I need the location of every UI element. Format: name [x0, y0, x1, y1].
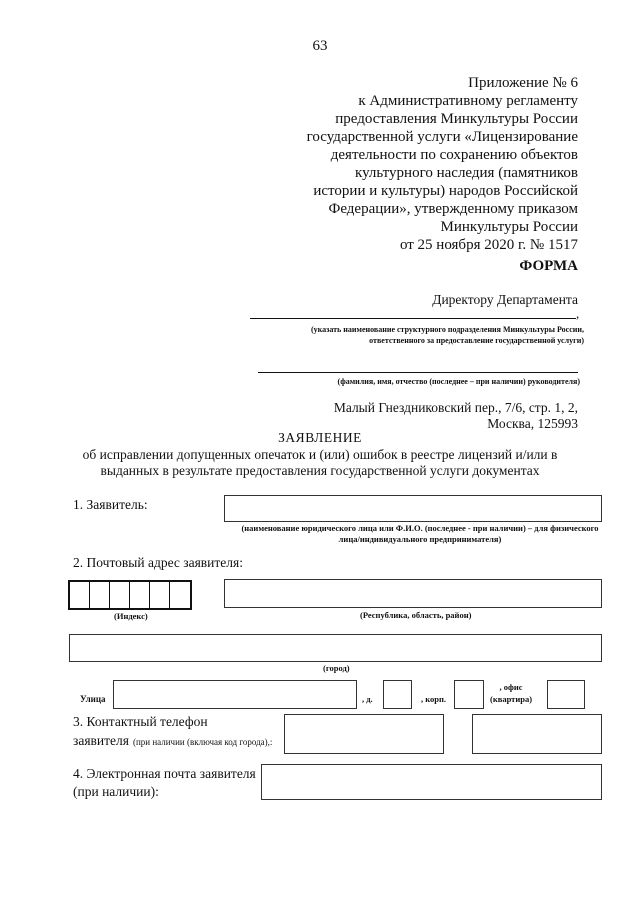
- ministry-address: [334, 400, 578, 432]
- office-field[interactable]: [547, 680, 585, 709]
- region-hint: (Республика, область, район): [360, 610, 472, 620]
- city-hint: (город): [323, 663, 350, 673]
- subtitle-line: об исправлении допущенных опечаток и (или) ошибок в реестре лицензий и/или в: [82, 447, 558, 462]
- index-cell: [70, 582, 90, 610]
- address-line: Москва, 125993: [487, 416, 578, 431]
- department-hint: [311, 324, 584, 346]
- house-field[interactable]: [383, 680, 412, 709]
- city-field[interactable]: [69, 634, 602, 662]
- applicant-hint: [235, 523, 605, 545]
- postal-address-label: 2. Почтовый адрес заявителя:: [73, 555, 243, 570]
- phone-hint: (при наличии (включая код города),:: [132, 737, 273, 747]
- index-cell: [90, 582, 110, 610]
- region-field[interactable]: [224, 579, 602, 608]
- applicant-hint-line: лица/индивидуального предпринимателя): [338, 534, 502, 544]
- office-label: [490, 681, 532, 705]
- appendix-line: Минкультуры России: [440, 219, 578, 235]
- appendix-line: к Административному регламенту: [358, 93, 578, 109]
- department-hint-line: (указать наименование структурного подразделения Минкультуры России,: [310, 325, 584, 334]
- appendix-line: государственной услуги «Лицензирование: [306, 129, 578, 145]
- postal-index-field[interactable]: [68, 580, 192, 610]
- subtitle-line: выданных в результате предоставления государственной услуги документах: [100, 463, 540, 478]
- street-field[interactable]: [113, 680, 357, 709]
- appendix-line: деятельности по сохранению объектов: [330, 147, 578, 163]
- department-comma: ,: [576, 306, 580, 321]
- email-field[interactable]: [261, 764, 602, 800]
- email-label: 4. Электронная почта заявителя: [73, 766, 256, 781]
- appendix-line: Приложение № 6: [468, 75, 578, 91]
- phone-label-2: заявителя: [73, 733, 129, 748]
- recipient-title: Директору Департамента: [432, 292, 578, 307]
- office-label-line: , офис: [499, 682, 523, 692]
- building-label: , корп.: [421, 694, 447, 704]
- page-number: 63: [312, 38, 328, 54]
- phone-field-2[interactable]: [472, 714, 602, 754]
- head-name-line[interactable]: [258, 372, 578, 373]
- phone-label-row: [73, 732, 272, 750]
- phone-label: 3. Контактный телефон: [73, 714, 208, 729]
- appendix-line: культурного наследия (памятников: [355, 165, 578, 181]
- form-label: ФОРМА: [519, 258, 578, 274]
- appendix-line: предоставления Минкультуры России: [335, 111, 578, 127]
- index-cell: [130, 582, 150, 610]
- email-label-2: (при наличии):: [73, 784, 159, 799]
- appendix-line: от 25 ноября 2020 г. № 1517: [399, 237, 578, 253]
- index-hint: (Индекс): [114, 611, 148, 621]
- appendix-line: истории и культуры) народов Российской: [313, 183, 578, 199]
- index-cell: [110, 582, 130, 610]
- appendix-block: [248, 74, 578, 254]
- department-line[interactable]: [250, 318, 576, 319]
- street-label: Улица: [80, 694, 106, 704]
- applicant-label: 1. Заявитель:: [73, 497, 148, 512]
- building-field[interactable]: [454, 680, 484, 709]
- office-label-line: (квартира): [490, 694, 533, 704]
- house-label: , д.: [362, 694, 373, 704]
- statement-subtitle: [60, 447, 580, 479]
- address-line: Малый Гнездниковский пер., 7/6, стр. 1, 2,: [333, 400, 578, 415]
- applicant-hint-line: (наименование юридического лица или Ф.И.О. (последнее - при наличии) – для физического: [241, 523, 599, 533]
- statement-title: ЗАЯВЛЕНИЕ: [278, 430, 362, 445]
- applicant-field[interactable]: [224, 495, 602, 522]
- head-name-hint: (фамилия, имя, отчество (последнее – при наличии) руководителя): [337, 377, 580, 386]
- index-cell: [150, 582, 170, 610]
- phone-field-1[interactable]: [284, 714, 444, 754]
- department-hint-line: ответственного за предоставление государственной услуги): [369, 336, 584, 345]
- appendix-line: Федерации», утвержденному приказом: [328, 201, 578, 217]
